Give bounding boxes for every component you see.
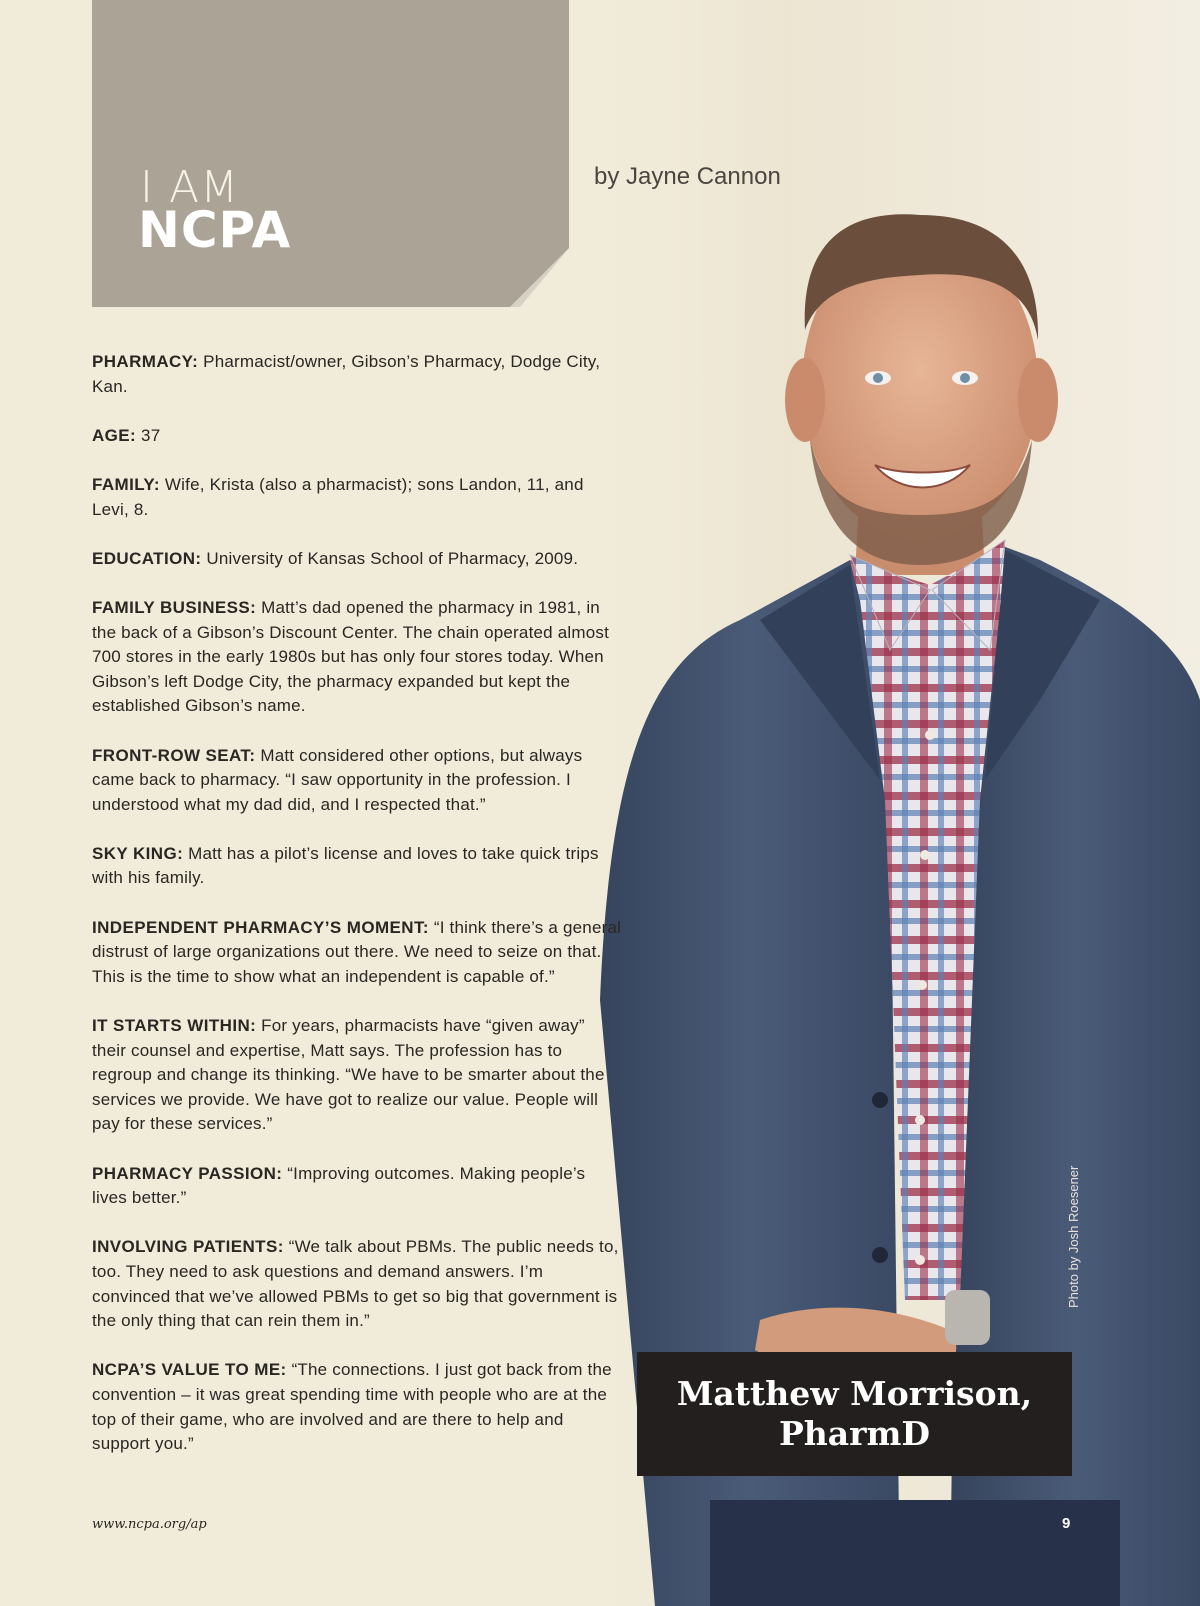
entry-family (92, 473, 622, 522)
entry-it-starts-within (92, 1014, 622, 1137)
footer-url: www.ncpa.org/ap (92, 1517, 207, 1532)
header-block (92, 0, 569, 307)
entry-label: FAMILY: (92, 474, 160, 494)
entry-family-business (92, 596, 622, 719)
entry-text: Pharmacist/owner, Gibson’s Pharmacy, Dodge City, Kan. (92, 352, 601, 396)
entry-label: SKY KING: (92, 843, 184, 863)
entry-text: University of Kansas School of Pharmacy, 2009. (206, 548, 579, 568)
entry-text: Matt’s dad opened the pharmacy in 1981, in the back of a Gibson’s Discount Center. The chain operated almost 700 stores in the early 1980s but has only four stores today. When Gibson’s left Dodge City, the pharmacy expanded but kept the established Gibson’s name. (92, 597, 609, 716)
photo-credit: Photo by Josh Roesener (1066, 1165, 1081, 1308)
page-number: 9 (1062, 1515, 1071, 1532)
entry-text: “I think there’s a general distrust of large organizations out there. We need to seize on that. This is the time to show what an independent is capable of.” (92, 917, 622, 986)
entry-label: FRONT-ROW SEAT: (92, 745, 256, 765)
entry-pharmacy (92, 350, 622, 399)
entry-text: Matt has a pilot’s license and loves to take quick trips with his family. (92, 843, 599, 888)
entry-label: PHARMACY: (92, 352, 199, 371)
profile-content (92, 350, 622, 1481)
byline: by Jayne Cannon (594, 163, 781, 190)
entry-front-row-seat (92, 744, 622, 818)
entry-text: Wife, Krista (also a pharmacist); sons Landon, 11, and Levi, 8. (92, 474, 584, 519)
entry-education (92, 547, 622, 572)
entry-label: INDEPENDENT PHARMACY’S MOMENT: (92, 917, 429, 937)
entry-age (92, 424, 622, 449)
entry-text: For years, pharmacists have “given away” their counsel and expertise, Matt says. The profession has to regroup and change its thinking. “We have to be smarter about the services we provide. We have got to realize our value. People will pay for these services.” (92, 1016, 605, 1134)
entry-label: INVOLVING PATIENTS: (92, 1237, 284, 1257)
name-line: Matthew Morrison, (676, 1374, 1033, 1413)
entry-label: AGE: (92, 425, 137, 445)
entry-text: Matt considered other options, but always came back to pharmacy. “I saw opportunity in the profession. I understood what my dad did, and I respected that.” (92, 745, 583, 814)
entry-text: 37 (141, 425, 161, 445)
page-fold-corner (510, 248, 569, 307)
entry-label: IT STARTS WITHIN: (92, 1016, 257, 1036)
title-ncpa: NCPA (138, 201, 292, 259)
name-caption (637, 1352, 1072, 1476)
entry-text: “Improving outcomes. Making people’s lives better.” (92, 1163, 586, 1208)
entry-sky-king (92, 842, 622, 891)
entry-ncpa-value (92, 1358, 622, 1456)
entry-label: FAMILY BUSINESS: (92, 597, 257, 617)
entry-involving-patients (92, 1235, 622, 1333)
entry-label: EDUCATION: (92, 548, 202, 568)
entry-text: “We talk about PBMs. The public needs to, too. They need to ask questions and demand answers. I’m convinced that we’ve allowed PBMs to get so big that government is the only thing that can rein them in.” (92, 1237, 619, 1331)
entry-label: NCPA’S VALUE TO ME: (92, 1360, 287, 1380)
entry-text: “The connections. I just got back from the convention – it was great spending time with people who are at the top of their game, who are involved and are there to help and support you.” (92, 1360, 612, 1454)
title-i-am: I AM (140, 162, 240, 213)
entry-pharmacy-passion (92, 1162, 622, 1211)
credential-line: PharmD (778, 1414, 931, 1453)
entry-label: PHARMACY PASSION: (92, 1163, 283, 1183)
entry-independent-moment (92, 916, 622, 990)
